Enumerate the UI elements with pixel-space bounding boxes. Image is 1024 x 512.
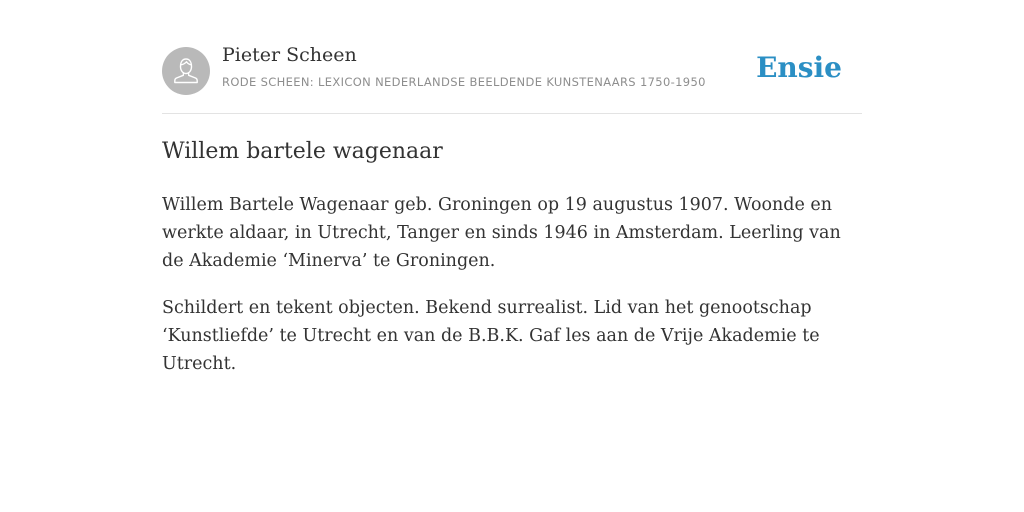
avatar[interactable] [162, 47, 210, 95]
author-name[interactable]: Pieter Scheen [222, 44, 357, 66]
brand-logo[interactable]: Ensie [756, 51, 842, 84]
source-title: RODE SCHEEN: LEXICON NEDERLANDSE BEELDENDE KUNSTENAARS 1750-1950 [222, 75, 706, 89]
article-paragraph: Schildert en tekent objecten. Bekend surrealist. Lid van het genootschap ‘Kunstliefde’ te Utrecht en van de B.B.K. Gaf les aan de Vrije Akademie te Utrecht. [162, 298, 820, 374]
author-header [162, 46, 862, 96]
user-silhouette-icon [162, 47, 210, 95]
article-body [162, 191, 852, 397]
page-title: Willem bartele wagenaar [162, 139, 443, 164]
article-paragraph: Willem Bartele Wagenaar geb. Groningen op 19 augustus 1907. Woonde en werkte aldaar, in Utrecht, Tanger en sinds 1946 in Amsterdam. Leerling van de Akademie ‘Minerva’ te Groningen. [162, 195, 841, 271]
header-divider [162, 113, 862, 114]
